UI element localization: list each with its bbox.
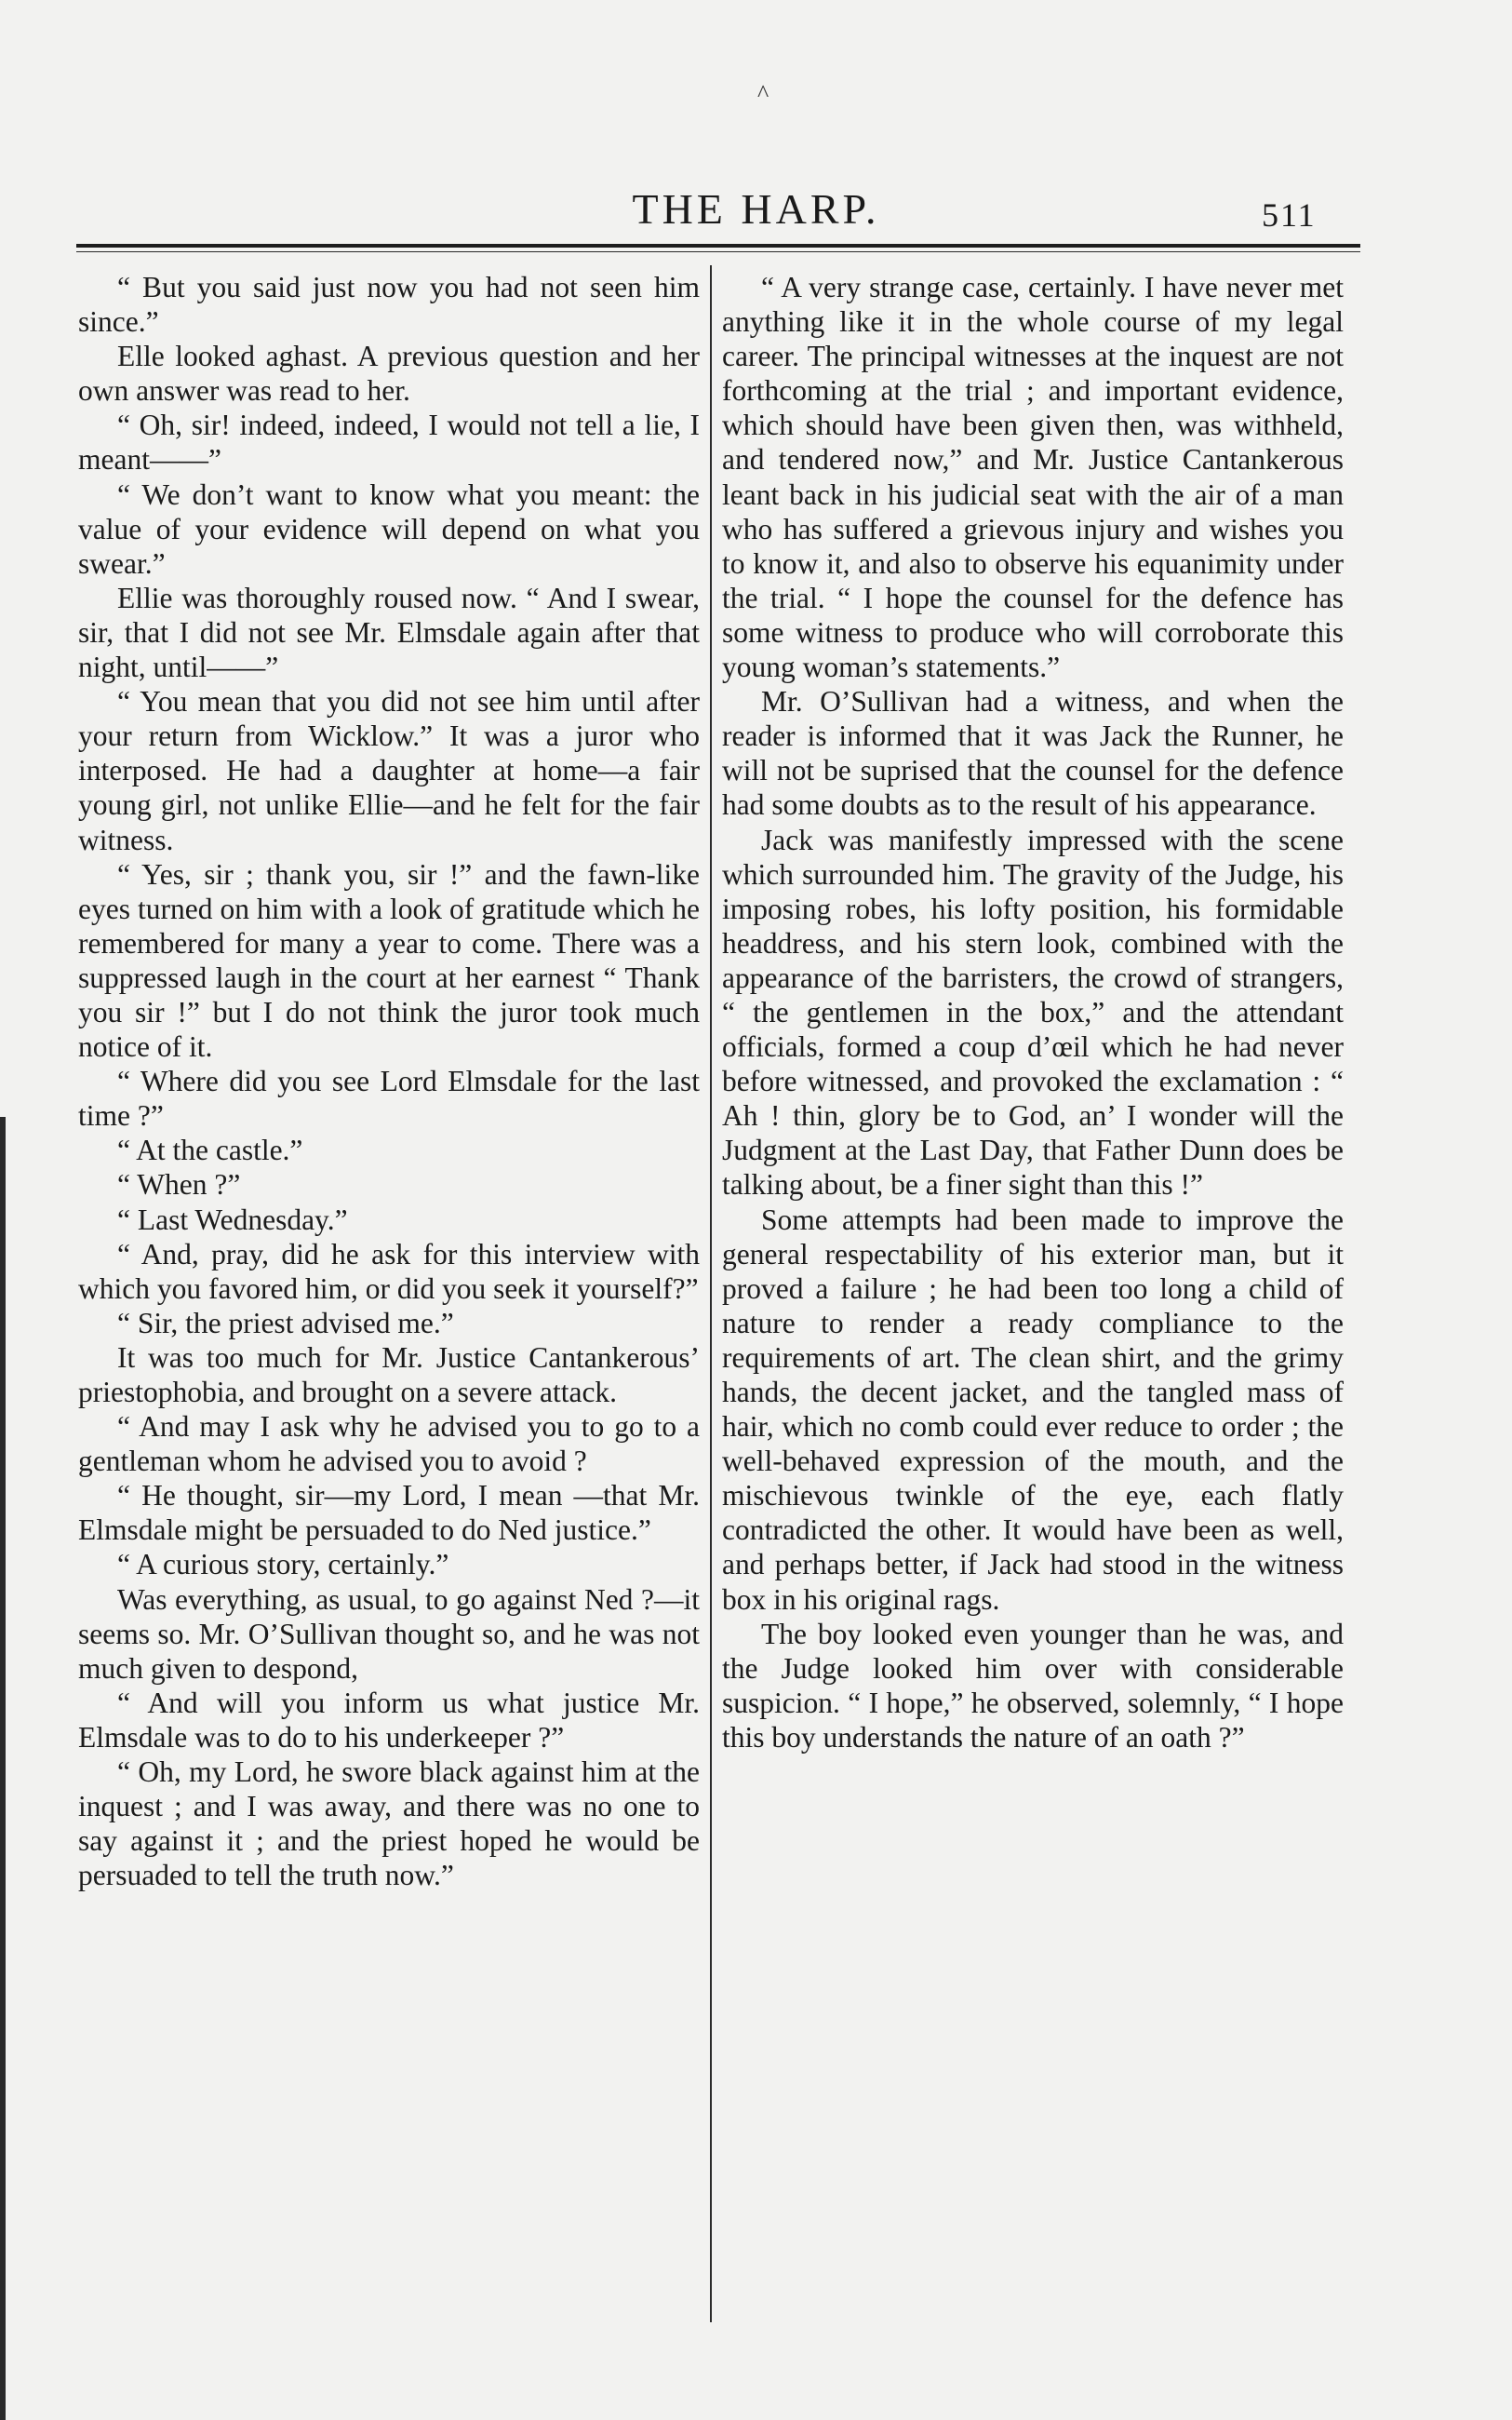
paragraph: “ Where did you see Lord Elmsdale for the last time ?” <box>78 1065 700 1133</box>
paragraph: “ We don’t want to know what you meant: the value of your evidence will depend on what you swear.” <box>78 477 700 580</box>
header-rule <box>76 244 1360 248</box>
caret-mark: ^ <box>757 80 769 107</box>
running-title: THE HARP. <box>632 185 880 233</box>
page-edge-shadow <box>0 1117 6 2420</box>
paragraph: Some attempts had been made to improve the general respectability of his exterior man, but it proved a failure ; he had been too long a child of nature to render a ready compliance to the requirements of art. The clean shirt, and the grimy hands, the decent jacket, and the tangled mass of hair, which no comb could ever reduce to order ; the well-behaved expression of the mouth, and the mischievous twinkle of the eye, each flatly contradicted the other. It would have been as well, and perhaps better, if Jack had stood in the witness box in his original rags. <box>722 1203 1344 1616</box>
paragraph: Elle looked aghast. A previous question and her own answer was read to her. <box>78 340 700 408</box>
paragraph: “ At the castle.” <box>117 1134 303 1167</box>
header-rule-thin <box>76 251 1360 252</box>
paragraph: Mr. O’Sullivan had a witness, and when the reader is informed that it was Jack the Runner, he will not be suprised that the counsel for the defence had some doubts as to the result of his appearance. <box>722 685 1344 822</box>
paragraph: “ And may I ask why he advised you to go to a gentleman whom he advised you to avoid ? <box>78 1410 700 1478</box>
paragraph: “ Sir, the priest advised me.” <box>117 1306 454 1339</box>
paragraph: “ And will you inform us what justice Mr. Elmsdale was to do to his underkeeper ?” <box>78 1686 700 1754</box>
right-column <box>722 270 1344 1754</box>
paragraph: “ A curious story, certainly.” <box>117 1548 449 1581</box>
paragraph: Was everything, as usual, to go against Ned ?—it seems so. Mr. O’Sullivan thought so, and he was not much given to despond, <box>78 1582 700 1685</box>
paragraph: “ Oh, my Lord, he swore black against him at the inquest ; and I was away, and there was no one to say against it ; and the priest hoped he would be persuaded to tell the truth now.” <box>78 1755 700 1892</box>
paragraph: The boy looked even younger than he was, and the Judge looked him over with considerable suspicion. “ I hope,” he observed, solemnly, “ I hope this boy understands the nature of an oath ?” <box>722 1617 1344 1754</box>
paragraph: “ Yes, sir ; thank you, sir !” and the fawn-like eyes turned on him with a look of gratitude which he remembered for many a year to come. There was a suppressed laugh in the court at her earnest “ Thank you sir !” but I do not think the juror took much notice of it. <box>78 857 700 1064</box>
paragraph: “ Oh, sir! indeed, indeed, I would not tell a lie, I meant——” <box>78 409 700 477</box>
paragraph: “ Last Wednesday.” <box>117 1203 348 1236</box>
paragraph: “ A very strange case, certainly. I have never met anything like it in the whole course of my legal career. The principal witnesses at the inquest are not forthcoming at the trial ; and important evidence, which should have been given then, was withheld, and tendered now,” and Mr. Justice Cantankerous leant back in his judicial seat with the air of a man who has suffered a grievous injury and wishes you to know it, and also to observe his equanimity under the trial. “ I hope the counsel for the defence has some witness to produce who will corroborate this young woman’s statements.” <box>722 271 1344 684</box>
column-divider <box>710 265 712 2322</box>
left-column <box>78 270 700 1892</box>
paragraph: It was too much for Mr. Justice Cantankerous’ priestophobia, and brought on a severe attack. <box>78 1340 700 1408</box>
paragraph: “ But you said just now you had not seen him since.” <box>78 271 700 339</box>
paragraph: “ When ?” <box>117 1168 241 1202</box>
paragraph: “ And, pray, did he ask for this interview with which you favored him, or did you seek it yourself?” <box>78 1237 700 1305</box>
paragraph: Jack was manifestly impressed with the scene which surrounded him. The gravity of the Judge, his imposing robes, his lofty position, his formidable headdress, and his stern look, combined with the appearance of the barristers, the crowd of strangers, “ the gentlemen in the box,” and the attendant officials, formed a coup d’œil which he had never before witnessed, and provoked the exclamation : “ Ah ! thin, glory be to God, an’ I wonder will the Judgment at the Last Day, that Father Dunn does be talking about, be a finer sight than this !” <box>722 823 1344 1202</box>
paragraph: “ He thought, sir—my Lord, I mean —that Mr. Elmsdale might be persuaded to do Ned justice.” <box>78 1479 700 1547</box>
paragraph: “ You mean that you did not see him until after your return from Wicklow.” It was a juror who interposed. He had a daughter at home—a fair young girl, not unlike Ellie—and he felt for the fair witness. <box>78 685 700 856</box>
page-number: 511 <box>1262 196 1317 234</box>
paragraph: Ellie was thoroughly roused now. “ And I swear, sir, that I did not see Mr. Elmsdale again after that night, until——” <box>78 581 700 684</box>
